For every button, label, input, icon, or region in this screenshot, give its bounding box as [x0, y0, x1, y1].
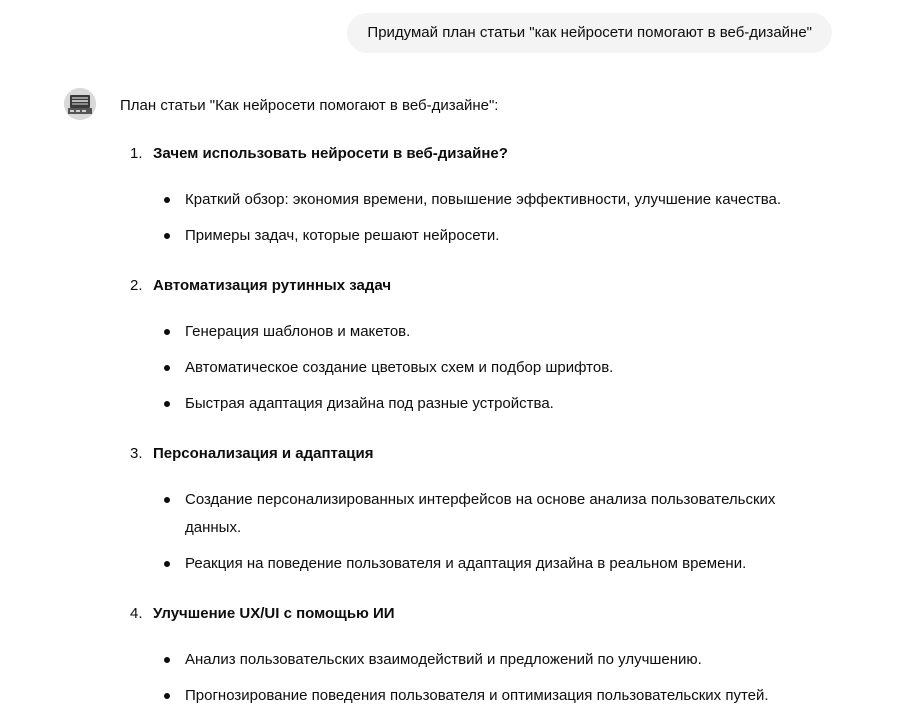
section-heading: [120, 442, 820, 466]
section-heading: [120, 142, 820, 166]
list-item: Краткий обзор: экономия времени, повышение эффективности, улучшение качества.: [120, 186, 820, 214]
list-item: Примеры задач, которые решают нейросети.: [120, 222, 820, 250]
section-bullet-list: [120, 646, 820, 710]
list-item: Генерация шаблонов и макетов.: [120, 318, 820, 346]
section-heading: [120, 602, 820, 626]
plan-section-1: [120, 142, 820, 250]
list-item: Быстрая адаптация дизайна под разные устройства.: [120, 390, 820, 418]
user-message-bubble: [347, 13, 832, 53]
section-number: 2.: [130, 277, 143, 294]
list-item: Автоматическое создание цветовых схем и подбор шрифтов.: [120, 354, 820, 382]
plan-section-3: [120, 442, 820, 578]
section-number: 4.: [130, 605, 143, 622]
plan-section-2: [120, 274, 820, 418]
section-bullet-list: [120, 186, 820, 250]
section-title: Автоматизация рутинных задач: [153, 277, 392, 294]
assistant-avatar-icon: [64, 88, 96, 120]
assistant-message: [120, 94, 820, 718]
section-number: 1.: [130, 145, 143, 162]
section-bullet-list: [120, 318, 820, 418]
list-item: Прогнозирование поведения пользователя и оптимизация пользовательских путей.: [120, 682, 820, 710]
plan-section-4: [120, 602, 820, 710]
section-number: 3.: [130, 445, 143, 462]
answer-intro: План статьи "Как нейросети помогают в веб-дизайне":: [120, 97, 499, 114]
section-title: Зачем использовать нейросети в веб-дизайне?: [153, 145, 508, 162]
section-title: Улучшение UX/UI с помощью ИИ: [153, 605, 395, 622]
list-item: Создание персонализированных интерфейсов на основе анализа пользовательских данных.: [120, 486, 820, 542]
list-item: Анализ пользовательских взаимодействий и предложений по улучшению.: [120, 646, 820, 674]
list-item: Реакция на поведение пользователя и адаптация дизайна в реальном времени.: [120, 550, 820, 578]
section-bullet-list: [120, 486, 820, 578]
user-message-text: Придумай план статьи "как нейросети помогают в веб-дизайне": [367, 24, 812, 41]
section-title: Персонализация и адаптация: [153, 445, 374, 462]
section-heading: [120, 274, 820, 298]
